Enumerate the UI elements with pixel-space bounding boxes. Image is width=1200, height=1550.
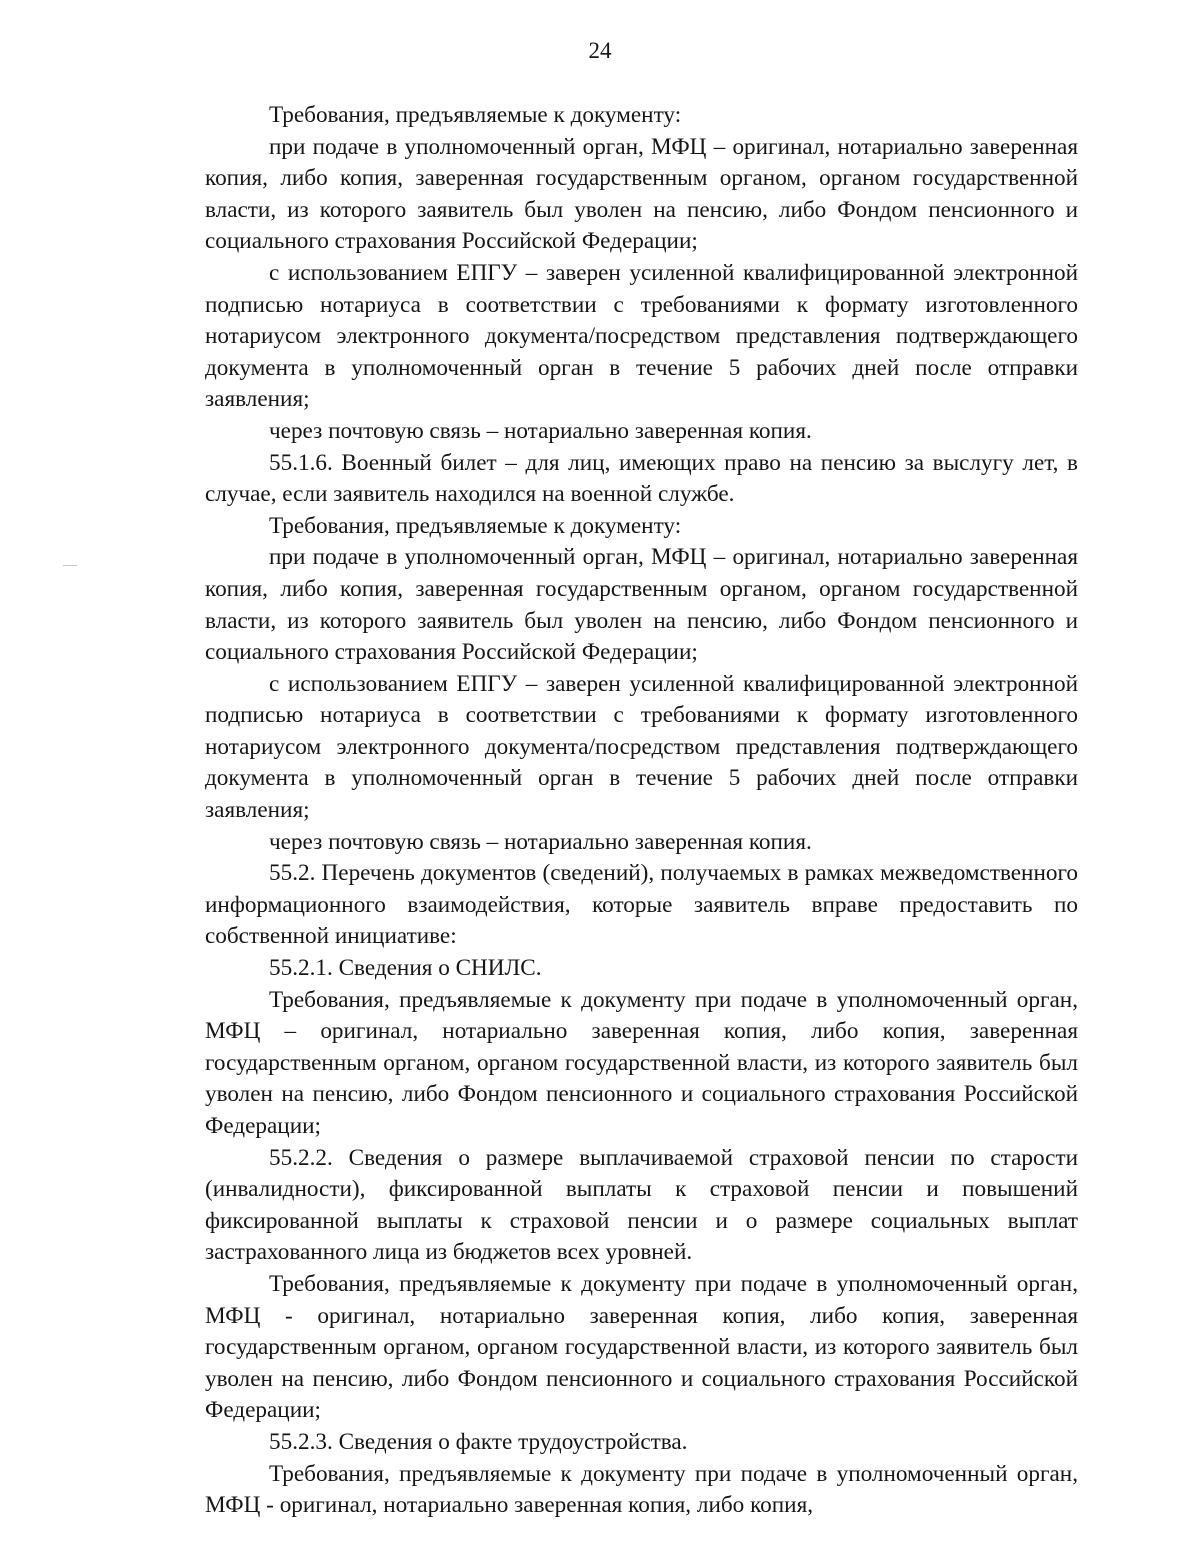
document-body bbox=[205, 100, 1078, 1522]
page-number: 24 bbox=[588, 38, 612, 63]
paragraph: 55.2.3. Сведения о факте трудоустройства. bbox=[269, 1428, 688, 1455]
paragraph: 55.2. Перечень документов (сведений), получаемых в рамках межведомственного информационного взаимодействия, которые заявитель вправе предоставить по собственной инициативе: bbox=[205, 860, 1078, 950]
paragraph: при подаче в уполномоченный орган, МФЦ – оригинал, нотариально заверенная копия, либо копия, заверенная государственным органом, органом государственной власти, из которого заявитель был уволен на пенсию, либо Фондом пенсионного и социального страхования Российской Федерации; bbox=[205, 544, 1078, 666]
paragraph: 55.1.6. Военный билет – для лиц, имеющих право на пенсию за выслугу лет, в случае, если заявитель находился на военной службе. bbox=[205, 449, 1078, 508]
paragraph: с использованием ЕПГУ – заверен усиленной квалифицированной электронной подписью нотариуса в соответствии с требованиями к формату изготовленного нотариусом электронного документа/посредством представления подтверждающего документа в уполномоченный орган в течение 5 рабочих дней после отправки заявления; bbox=[205, 259, 1078, 413]
paragraph: Требования, предъявляемые к документу при подаче в уполномоченный орган, МФЦ – оригинал, нотариально заверенная копия, либо копия, заверенная государственным органом, органом государственной власти, из которого заявитель был уволен на пенсию, либо Фондом пенсионного и социального страхования Российской Федерации; bbox=[205, 986, 1078, 1139]
paragraph: Требования, предъявляемые к документу при подаче в уполномоченный орган, МФЦ - оригинал, нотариально заверенная копия, либо копия, bbox=[205, 1460, 1078, 1519]
paragraph: Требования, предъявляемые к документу при подаче в уполномоченный орган, МФЦ - оригинал, нотариально заверенная копия, либо копия, заверенная государственным органом, органом государственной власти, из которого заявитель был уволен на пенсию, либо Фондом пенсионного и социального страхования Российской Федерации; bbox=[205, 1270, 1078, 1424]
paragraph: через почтовую связь – нотариально заверенная копия. bbox=[269, 417, 812, 444]
paragraph: 55.2.1. Сведения о СНИЛС. bbox=[269, 955, 542, 982]
paragraph: с использованием ЕПГУ – заверен усиленной квалифицированной электронной подписью нотариуса в соответствии с требованиями к формату изготовленного нотариусом электронного документа/посредством представления подтверждающего документа в уполномоченный орган в течение 5 рабочих дней после отправки заявления; bbox=[205, 670, 1078, 824]
paragraph: 55.2.2. Сведения о размере выплачиваемой страховой пенсии по старости (инвалидности), фиксированной выплаты к страховой пенсии и повышений фиксированной выплаты к страховой пенсии и о размере социальных выплат застрахованного лица из бюджетов всех уровней. bbox=[205, 1144, 1078, 1266]
paragraph: при подаче в уполномоченный орган, МФЦ – оригинал, нотариально заверенная копия, либо копия, заверенная государственным органом, органом государственной власти, из которого заявитель был уволен на пенсию, либо Фондом пенсионного и социального страхования Российской Федерации; bbox=[205, 133, 1078, 255]
paragraph: через почтовую связь – нотариально заверенная копия. bbox=[269, 828, 812, 855]
scan-mark bbox=[63, 565, 77, 566]
paragraph: Требования, предъявляемые к документу: bbox=[269, 102, 682, 128]
paragraph: Требования, предъявляемые к документу: bbox=[269, 512, 682, 539]
